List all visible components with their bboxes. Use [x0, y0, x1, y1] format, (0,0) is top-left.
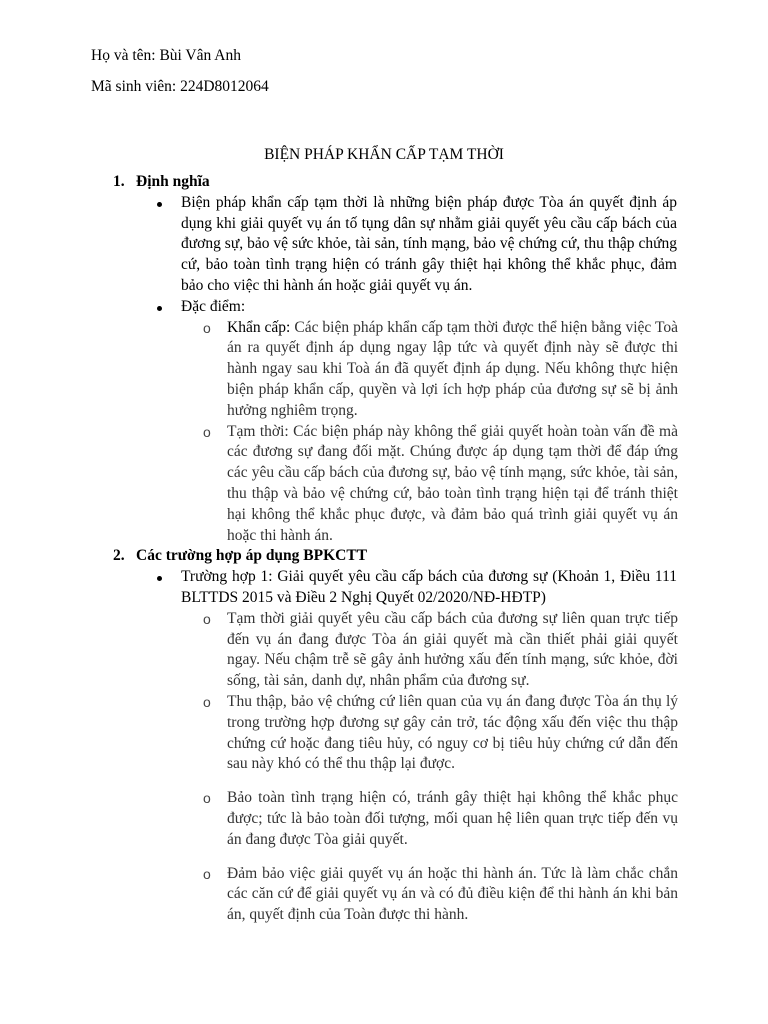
sub-bullet-item: [0, 609, 678, 692]
section-number: 1.: [113, 173, 125, 190]
document-title: BIỆN PHÁP KHẨN CẤP TẠM THỜI: [264, 146, 504, 163]
sub-bullet-item: [0, 422, 678, 547]
section-heading-definition: [0, 172, 768, 193]
sub-bullet-text: Bảo toàn tình trạng hiện có, tránh gây thiệt hại không thể khắc phục được; tức là bảo toàn đối tượng, mối quan hệ liên quan trực tiếp đến vụ án đang được Tòa giải quyết.: [227, 789, 678, 848]
section-title: Định nghĩa: [136, 173, 210, 190]
bullet-dot-icon: [157, 202, 162, 207]
sub-bullet-text: Tạm thời: Các biện pháp này không thể giải quyết hoàn toàn vấn đề mà các đương sự đang đối mặt. Chúng được áp dụng tạm thời để đáp ứng các yêu cầu cấp bách của đương sự, bảo vệ tính mạng, sức khỏe, tài sản, thu thập và bảo vệ chứng cứ, bảo toàn tình trạng hiện tại để tránh thiệt hại không thể khắc phục được, và đảm bảo quá trình giải quyết vụ án hoặc thi hành án.: [227, 422, 678, 544]
sub-bullet-item: [0, 788, 678, 850]
sub-bullet-lead: Khẩn cấp:: [227, 318, 291, 336]
bullet-dot-icon: [157, 306, 162, 311]
student-id-line: Mã sinh viên: 224D8012064: [91, 78, 269, 95]
bullet-item: [0, 193, 677, 297]
circle-bullet-icon: o: [203, 693, 211, 710]
sub-bullet-text: Đảm bảo việc giải quyết vụ án hoặc thi hành án. Tức là làm chắc chắn các căn cứ để giải quyết vụ án và có đủ điều kiện để thi hành án khi bản án, quyết định của Toàn được thi hành.: [227, 864, 678, 924]
sub-bullet-item: [0, 692, 678, 775]
bullet-dot-icon: [157, 576, 162, 581]
circle-bullet-icon: o: [203, 610, 211, 627]
circle-bullet-icon: o: [203, 790, 211, 807]
circle-bullet-icon: o: [203, 423, 211, 440]
bullet-item: [0, 567, 677, 609]
bullet-lead: Biện pháp khẩn cấp tạm thời là: [181, 193, 385, 211]
circle-bullet-icon: o: [203, 865, 211, 882]
sub-bullet-item: [0, 864, 678, 926]
circle-bullet-icon: o: [203, 319, 211, 336]
sub-bullet-text: Thu thập, bảo vệ chứng cứ liên quan của vụ án đang được Tòa án thụ lý trong trường hợp đương sự gây cản trở, tác động xấu đến việc thu thập chứng cứ hoặc đang tiêu hủy, có nguy cơ bị tiêu hủy chứng cứ dẫn đến sau này khó có thể thu thập lại được.: [227, 692, 678, 773]
bullet-text: Đặc điểm:: [181, 297, 246, 315]
sub-bullet-text: Các biện pháp khẩn cấp tạm thời được thể hiện bằng việc Toà án ra quyết định áp dụng ngay lập tức và quyết định này sẽ được thi hành ngay sau khi Toà án đã quyết định áp dụng. Nếu không thực hiện biện pháp khẩn cấp, quyền và lợi ích hợp pháp của đương sự sẽ bị ảnh hưởng nghiêm trọng.: [227, 318, 678, 419]
bullet-text: những biện pháp được Tòa án quyết định áp dụng khi giải quyết vụ án tố tụng dân sự nhằm giải quyết yêu cầu cấp bách của đương sự, bảo vệ sức khỏe, tài sản, tính mạng, bảo vệ chứng cứ, thu thập chứng cứ, bảo toàn tình trạng hiện có tránh gây thiệt hại không thể khắc phục, đảm bảo cho việc thi hành án hoặc giải quyết vụ án.: [181, 193, 678, 294]
section-title: Các trường hợp áp dụng BPKCTT: [136, 547, 368, 565]
section-heading-cases: [0, 546, 768, 567]
sub-bullet-text: Tạm thời giải quyết yêu cầu cấp bách của đương sự liên quan trực tiếp đến vụ án đang được Tòa án giải quyết mà cần thiết phải giải quyết ngay. Nếu chậm trễ sẽ gây ảnh hưởng xấu đến tính mạng, sức khỏe, đời sống, tài sản, danh dự, nhân phẩm của đương sự.: [227, 609, 678, 690]
bullet-item: [0, 297, 677, 318]
sub-bullet-item: [0, 318, 678, 422]
section-number: 2.: [113, 547, 125, 565]
document-body: [0, 172, 768, 926]
student-name-line: Họ và tên: Bùi Vân Anh: [91, 47, 241, 64]
bullet-text: Trường hợp 1: Giải quyết yêu cầu cấp bách của đương sự (Khoản 1, Điều 111 BLTTDS 2015 và Điều 2 Nghị Quyết 02/2020/NĐ-HĐTP): [181, 568, 677, 606]
